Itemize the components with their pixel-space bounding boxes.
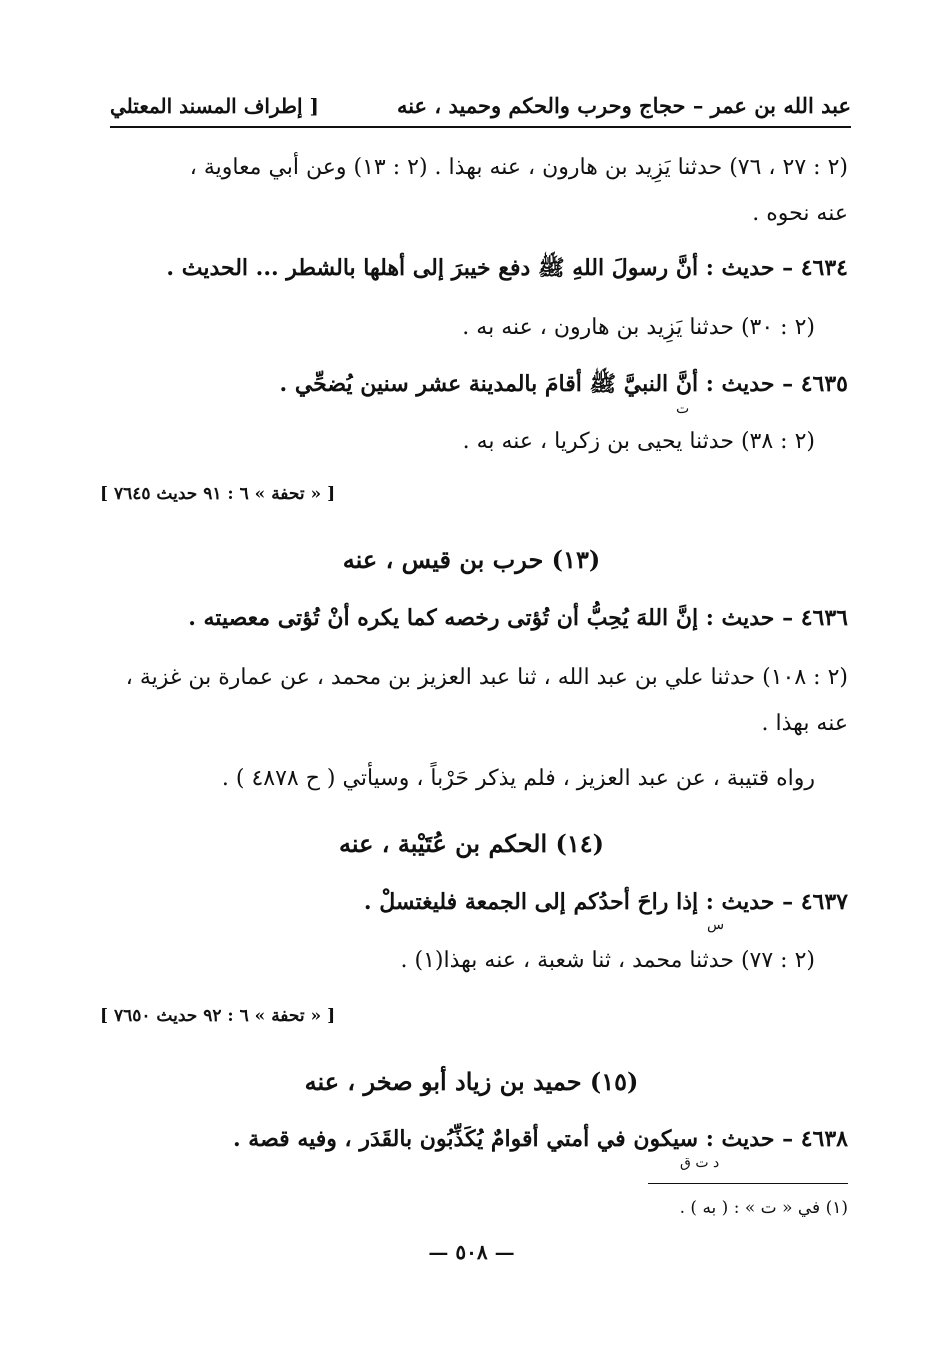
- text-line: عنه نحوه .: [752, 201, 848, 226]
- running-header-book: [ إطراف المسند المعتلي: [110, 94, 319, 118]
- hadith-4635: ٤٦٣٥ – حديث : أنَّ النبيَّ ﷺ أقامَ بالمدينة عشر سنين يُضحِّي .: [279, 371, 848, 397]
- siglum-mark: س: [707, 917, 725, 933]
- hadith-4636: ٤٦٣٦ – حديث : إنَّ اللهَ يُحِبُّ أن تُؤتى رخصه كما يكره أنْ تُؤتى معصيته .: [188, 605, 848, 631]
- footnote-rule: [648, 1183, 848, 1184]
- hadith-4634: ٤٦٣٤ – حديث : أنَّ رسولَ اللهِ ﷺ دفع خيبرَ إلى أهلها بالشطر ... الحديث .: [166, 255, 848, 281]
- text-line: (٢ : ٧٧) حدثنا محمد ، ثنا شعبة ، عنه بهذا(١) .: [400, 948, 815, 973]
- section-heading: (١٥) حميد بن زياد أبو صخر ، عنه: [304, 1067, 639, 1096]
- section-heading: (١٣) حرب بن قيس ، عنه: [342, 545, 601, 574]
- text-line: عنه بهذا .: [761, 711, 848, 736]
- tuhfa-reference: [ « تحفة » ٦ : ٩٢ حديث ٧٦٥٠ ]: [100, 1006, 336, 1026]
- section-heading: (١٤) الحكم بن عُتَيْبة ، عنه: [338, 829, 604, 858]
- text-line: (٢ : ٢٧ ، ٧٦) حدثنا يَزِيد بن هارون ، عنه بهذا . (٢ : ١٣) وعن أبي معاوية ،: [189, 155, 848, 180]
- text-line: (٢ : ٣٨) حدثنا يحيى بن زكريا ، عنه به .: [462, 429, 815, 454]
- running-header-title: عبد الله بن عمر – حجاج وحرب والحكم وحميد ، عنه: [396, 93, 851, 118]
- text-line: رواه قتيبة ، عن عبد العزيز ، فلم يذكر حَرْباً ، وسيأتي ( ح ٤٨٧٨ ) .: [221, 766, 815, 791]
- hadith-4638: ٤٦٣٨ – حديث : سيكون في أمتي أقوامٌ يُكَذِّبُون بالقَدَر ، وفيه قصة .: [232, 1126, 848, 1152]
- header-rule: [110, 126, 851, 128]
- footnote: (١) في « ت » : ( به ) .: [679, 1198, 848, 1218]
- tuhfa-reference: [ « تحفة » ٦ : ٩١ حديث ٧٦٤٥ ]: [100, 484, 336, 504]
- text-line: (٢ : ٣٠) حدثنا يَزِيد بن هارون ، عنه به .: [462, 315, 815, 340]
- text-line: (٢ : ١٠٨) حدثنا علي بن عبد الله ، ثنا عبد العزيز بن محمد ، عن عمارة بن غزية ،: [125, 665, 848, 690]
- page-number: — ٥٠٨ —: [428, 1240, 515, 1264]
- siglum-mark: ت: [676, 401, 690, 417]
- siglum-mark: د ت ق: [680, 1155, 720, 1171]
- hadith-4637: ٤٦٣٧ – حديث : إذا راحَ أحدُكم إلى الجمعة فليغتسلْ .: [363, 889, 848, 915]
